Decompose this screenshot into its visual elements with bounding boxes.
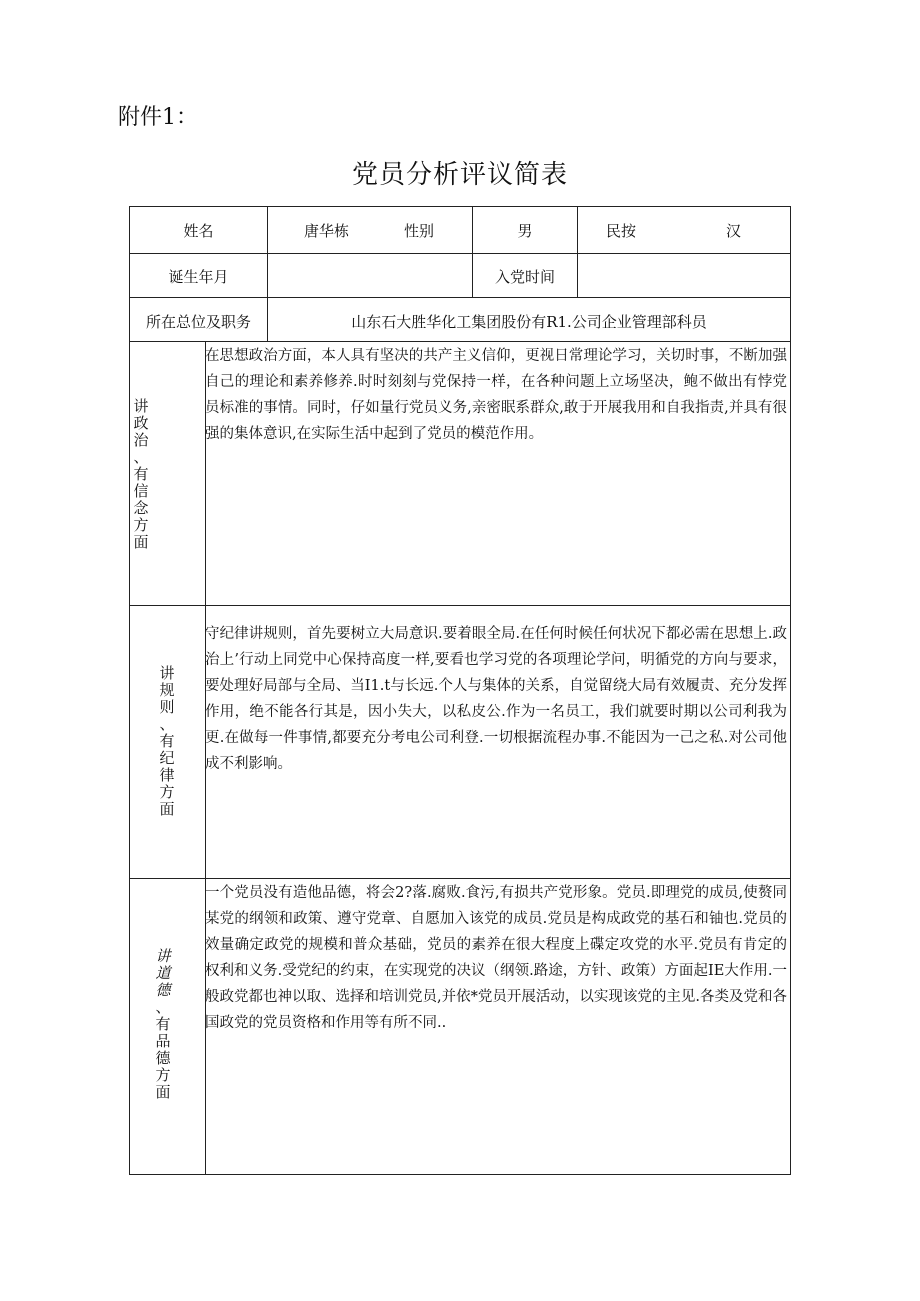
section-rules-label-a: 讲规则: [159, 664, 175, 716]
section-morality-label-a: 讲道德: [155, 947, 171, 999]
section-rules-label-b: 有纪律方面: [159, 732, 175, 818]
unit-label: 所在总位及职务: [145, 313, 251, 331]
birth-label: 诞生年月: [168, 268, 229, 286]
gender-value: 男: [517, 222, 533, 240]
unit-value: 山东石大胜华化工集团股份有R1.公司企业管理部科员: [351, 313, 707, 331]
ethnicity-value: 汉: [726, 222, 742, 240]
ethnicity-label: 民按: [606, 222, 637, 240]
section-politics-label-sep: 、: [133, 448, 149, 466]
section-rules-label-sep: 、: [159, 715, 175, 733]
cell-birth-value: [267, 253, 473, 298]
name-label: 姓名: [183, 222, 214, 240]
section-rules-text: 守纪律讲规则，首先要树立大局意识.要着眼全局.在任何时候任何状况下都必需在思想上.政治上’行动上同党中心保持高度一样,要看也学习党的各项理论学问，明循党的方向与要求，要处理好局部与全局、当I1.t与长远.个人与集体的关系，自觉留绕大局有效履责、充分发挥作用，绝不能各行其是，因小失大，以私皮公.作为一名员工，我们就要时期以公司利我为更.在做每一件事情,都要充分考电公司利登.一切根据流程办事.不能因为一己之私.对公司他成不利影响。: [205, 626, 787, 772]
attachment-label: 附件1：: [118, 105, 198, 130]
document-title: 党员分析评议简表: [351, 160, 568, 190]
name-value: 唐华栋: [304, 222, 350, 240]
join-label: 入党时间: [494, 268, 555, 286]
section-morality-label-b: 有品德方面: [155, 1015, 171, 1101]
section-politics-text: 在思想政治方面，本人具有坚决的共产主义信仰，更视日常理论学习，关切时事，不断加强自己的理论和素养修养.时时刻刻与党保持一样，在各种问题上立场坚决，鲍不做出有悖党员标准的事情。同时，仔如量行党员义务,亲密眠系群众,敢于开展我用和自我指责,并具有很强的集体意识,在实际生活中起到了党员的模范作用。: [205, 348, 787, 442]
section-politics-label-a: 讲政治: [133, 397, 149, 449]
gender-label: 性别: [404, 222, 435, 240]
cell-name-gender: [267, 206, 473, 254]
section-politics-label-b: 有信念方面: [133, 465, 149, 551]
cell-join-value: [577, 253, 791, 298]
section-morality-text: 一个党员没有造他品德，将会2?落.腐败.食污,有损共产党形象。党员.即理党的成员,使赘同某党的纲领和政策、遵守党章、自愿加入该党的成员.党员是构成政党的基石和铀也.党员的效量确定政党的规模和普众基础，党员的素养在很大程度上碟定攻党的水平.党员有肯定的权利和义务.受党纪的约束，在实现党的决议（纲领.路途，方针、政策）方面起IE大作用.一般政党都也神以取、选择和培训党员,并依*党员开展活动，以实现该党的主见.各类及党和各国政党的党员资格和作用等有所不同..: [205, 885, 787, 1031]
section-morality-label-sep: 、: [155, 998, 171, 1016]
